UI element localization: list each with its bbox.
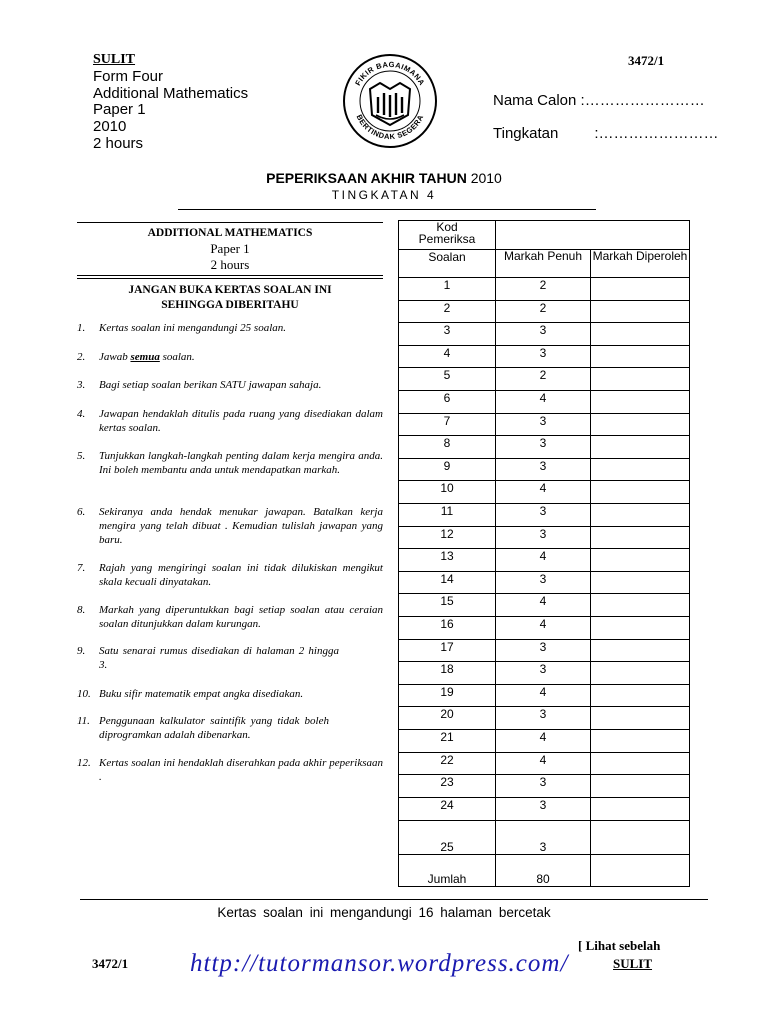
subject-name: Additional Mathematics	[93, 84, 249, 102]
obtained-marks-cell[interactable]	[591, 616, 690, 639]
full-marks: 4	[496, 481, 591, 504]
table-row	[399, 707, 690, 730]
question-number: 6	[399, 390, 496, 413]
obtained-marks-cell[interactable]	[591, 752, 690, 775]
sulit-bottom: SULIT	[613, 956, 653, 971]
full-marks: 3	[496, 639, 591, 662]
question-number: 8	[399, 436, 496, 459]
question-number: 10	[399, 481, 496, 504]
instruction-item: 2. Jawab semua soalan.	[77, 351, 195, 363]
obtained-marks-cell[interactable]	[591, 503, 690, 526]
table-header-soalan: Soalan	[399, 250, 496, 278]
table-header-markah-penuh: Markah Penuh	[496, 250, 591, 278]
logo-motto-top: FIKIR BAGAIMANA	[353, 59, 427, 88]
question-number: 4	[399, 345, 496, 368]
school-crest-logo	[342, 53, 438, 149]
sulit-label: SULIT	[93, 52, 136, 67]
obtained-marks-cell[interactable]	[591, 684, 690, 707]
class-field[interactable]	[493, 125, 719, 142]
website-link[interactable]: http://tutormansor.wordpress.com/	[190, 950, 569, 977]
full-marks: 3	[496, 775, 591, 798]
table-row	[399, 323, 690, 346]
paper-code-bottom: 3472/1	[92, 956, 129, 971]
obtained-marks-cell[interactable]	[591, 345, 690, 368]
table-row	[399, 820, 690, 854]
header-info	[93, 52, 248, 153]
question-number: 13	[399, 549, 496, 572]
table-row	[399, 481, 690, 504]
table-row	[399, 798, 690, 821]
table-header-markah-diperoleh: Markah Diperoleh	[591, 250, 690, 278]
box-subject: ADDITIONAL MATHEMATICS	[147, 227, 313, 239]
full-marks: 3	[496, 436, 591, 459]
full-marks: 3	[496, 526, 591, 549]
full-marks: 4	[496, 752, 591, 775]
title-underline	[178, 209, 596, 210]
table-row	[399, 549, 690, 572]
exam-year: 2010	[93, 118, 127, 136]
full-marks: 4	[496, 549, 591, 572]
table-row	[399, 662, 690, 685]
exam-title	[0, 170, 768, 186]
form-level: Form Four	[93, 67, 164, 85]
question-number: 16	[399, 616, 496, 639]
full-marks: 4	[496, 390, 591, 413]
full-marks: 3	[496, 413, 591, 436]
full-marks: 3	[496, 323, 591, 346]
candidate-name-field[interactable]	[493, 92, 705, 109]
full-marks: 4	[496, 594, 591, 617]
table-row	[399, 526, 690, 549]
box-paper: Paper 1	[210, 241, 250, 256]
question-number: 23	[399, 775, 496, 798]
candidate-name-label: Nama Calon :	[493, 92, 585, 109]
full-marks: 3	[496, 662, 591, 685]
full-marks: 4	[496, 616, 591, 639]
obtained-marks-cell[interactable]	[591, 775, 690, 798]
question-number: 24	[399, 798, 496, 821]
full-marks: 3	[496, 798, 591, 821]
table-row	[399, 729, 690, 752]
instruction-item: 8. Markah yang diperuntukkan bagi setiap soalan atau ceraian soalan ditunjukkan dalam kurungan.	[77, 604, 383, 630]
table-row	[399, 436, 690, 459]
examiner-marks-table	[398, 220, 690, 887]
page-count-note: Kertas soalan ini mengandungi 16 halaman bercetak	[217, 905, 551, 920]
instruction-item: 11. Penggunaan kalkulator saintifik yang tidak boleh diprogramkan adalah dibenarkan.	[77, 715, 329, 741]
question-number: 18	[399, 662, 496, 685]
left-box-rule-1	[77, 275, 383, 276]
question-number: 12	[399, 526, 496, 549]
question-number: 25	[399, 820, 496, 854]
table-row	[399, 458, 690, 481]
question-number: 5	[399, 368, 496, 391]
question-number: 7	[399, 413, 496, 436]
instruction-item: 10. Buku sifir matematik empat angka disediakan.	[77, 688, 304, 700]
instruction-item: 1. Kertas soalan ini mengandungi 25 soalan.	[77, 322, 287, 334]
instructions-panel	[77, 283, 383, 783]
full-marks: 4	[496, 684, 591, 707]
table-header-kod: Kod Pemeriksa	[399, 221, 496, 250]
table-row	[399, 571, 690, 594]
exam-duration: 2 hours	[93, 134, 144, 152]
instruction-item: 3. Bagi setiap soalan berikan SATU jawapan sahaja.	[77, 379, 322, 391]
turn-over-note: [ Lihat sebelah	[578, 938, 661, 953]
full-marks: 3	[496, 571, 591, 594]
box-duration: 2 hours	[210, 257, 250, 272]
obtained-marks-cell[interactable]	[591, 323, 690, 346]
full-marks: 3	[496, 503, 591, 526]
question-number: 20	[399, 707, 496, 730]
question-number: 11	[399, 503, 496, 526]
question-number: 3	[399, 323, 496, 346]
obtained-marks-cell[interactable]	[591, 390, 690, 413]
emphasis-semua: semua	[130, 351, 160, 363]
instruction-item: 5. Tunjukkan langkah-langkah penting dalam kerja mengira anda. Ini boleh membantu anda untuk mendapatkan markah.	[77, 450, 383, 476]
question-number: 22	[399, 752, 496, 775]
full-marks: 3	[496, 707, 591, 730]
obtained-marks-cell[interactable]	[591, 549, 690, 572]
full-marks: 3	[496, 458, 591, 481]
table-row	[399, 639, 690, 662]
left-box-rule-2	[77, 278, 383, 279]
obtained-marks-cell[interactable]	[591, 729, 690, 752]
instruction-item: 9. Satu senarai rumus disediakan di halaman 2 hingga 3.	[77, 645, 339, 671]
table-row	[399, 300, 690, 323]
candidate-name-blank: ……………………	[584, 92, 705, 109]
table-row	[399, 752, 690, 775]
obtained-marks-cell[interactable]	[591, 458, 690, 481]
obtained-marks-cell[interactable]	[591, 707, 690, 730]
obtained-marks-cell[interactable]	[591, 594, 690, 617]
obtained-marks-cell[interactable]	[591, 571, 690, 594]
exam-title-year: 2010	[470, 170, 502, 186]
obtained-marks-cell[interactable]	[591, 639, 690, 662]
question-number: 9	[399, 458, 496, 481]
table-row	[399, 616, 690, 639]
question-number: 21	[399, 729, 496, 752]
obtained-marks-cell[interactable]	[591, 526, 690, 549]
total-obtained-cell[interactable]	[591, 854, 690, 886]
paper-info-box	[77, 223, 383, 273]
instruction-item: 12. Kertas soalan ini hendaklah diserahkan pada akhir peperiksaan .	[77, 757, 383, 783]
obtained-marks-cell[interactable]	[591, 820, 690, 854]
total-marks: 80	[496, 854, 591, 886]
question-number: 15	[399, 594, 496, 617]
table-row	[399, 503, 690, 526]
table-row	[399, 413, 690, 436]
instruction-item: 6. Sekiranya anda hendak menukar jawapan. Batalkan kerja mengira yang telah dibuat . Kemudian tulislah jawapan yang baru.	[77, 506, 383, 546]
table-row	[399, 390, 690, 413]
question-number: 1	[399, 278, 496, 301]
table-row	[399, 775, 690, 798]
obtained-marks-cell[interactable]	[591, 300, 690, 323]
obtained-marks-cell[interactable]	[591, 368, 690, 391]
table-row	[399, 684, 690, 707]
logo-motto-bottom: BERTINDAK SEGERA	[354, 113, 426, 142]
full-marks: 2	[496, 300, 591, 323]
paper-number: Paper 1	[93, 101, 146, 119]
table-row	[399, 368, 690, 391]
instruction-item: 4. Jawapan hendaklah ditulis pada ruang yang disediakan dalam kertas soalan.	[77, 408, 383, 434]
total-label: Jumlah	[399, 854, 496, 886]
obtained-marks-cell[interactable]	[591, 413, 690, 436]
table-row	[399, 278, 690, 301]
full-marks: 2	[496, 368, 591, 391]
examiner-code-cell[interactable]	[496, 221, 690, 250]
table-row	[399, 594, 690, 617]
obtained-marks-cell[interactable]	[591, 436, 690, 459]
obtained-marks-cell[interactable]	[591, 278, 690, 301]
obtained-marks-cell[interactable]	[591, 662, 690, 685]
obtained-marks-cell[interactable]	[591, 798, 690, 821]
obtained-marks-cell[interactable]	[591, 481, 690, 504]
warning-line-2: SEHINGGA DIBERITAHU	[161, 299, 299, 311]
warning-line-1: JANGAN BUKA KERTAS SOALAN INI	[128, 284, 332, 296]
class-blank: :……………………	[594, 125, 719, 142]
instruction-item: 7. Rajah yang mengiringi soalan ini tidak dilukiskan mengikut skala kecuali dinyatakan.	[77, 562, 383, 588]
question-number: 2	[399, 300, 496, 323]
question-number: 14	[399, 571, 496, 594]
full-marks: 3	[496, 345, 591, 368]
class-label: Tingkatan	[493, 125, 559, 142]
exam-subtitle: TINGKATAN 4	[331, 188, 437, 202]
footer-rule	[80, 899, 708, 900]
exam-title-text: PEPERIKSAAN AKHIR TAHUN	[266, 170, 467, 186]
full-marks: 2	[496, 278, 591, 301]
full-marks: 4	[496, 729, 591, 752]
paper-code-top: 3472/1	[628, 53, 665, 68]
table-row	[399, 345, 690, 368]
question-number: 17	[399, 639, 496, 662]
question-number: 19	[399, 684, 496, 707]
full-marks: 3	[496, 820, 591, 854]
